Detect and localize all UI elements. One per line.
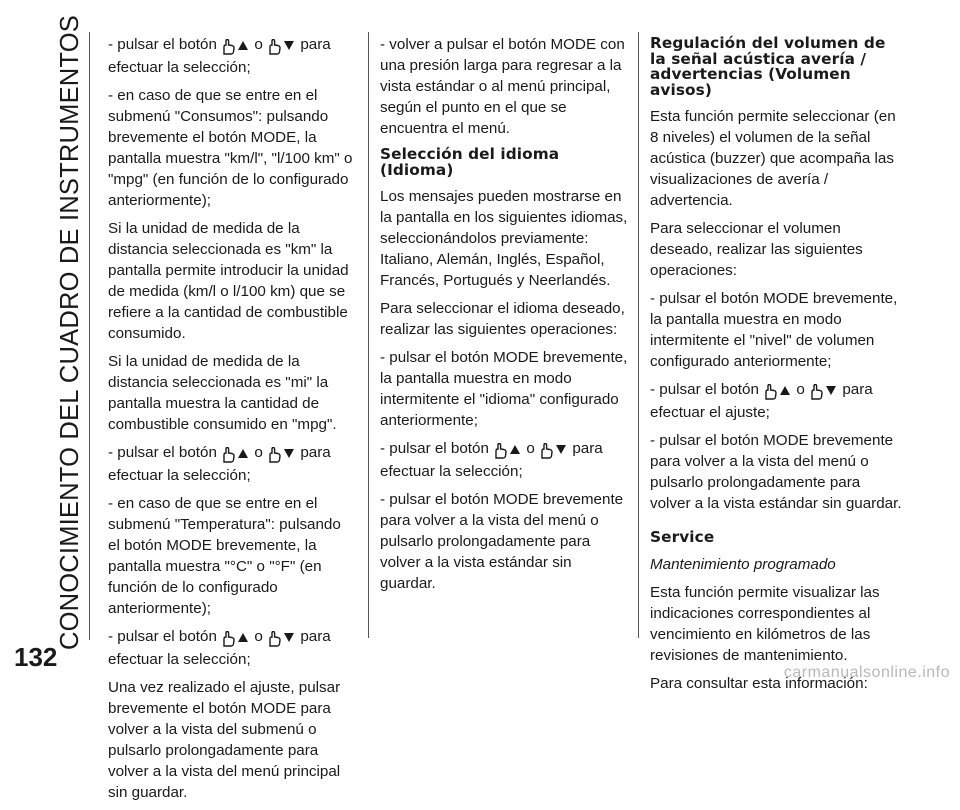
- triangle-down-icon: [284, 41, 294, 50]
- paragraph: - pulsar el botón MODE brevemente para volver a la vista del menú o pulsarlo prolongadamente para volver a la vista estándar sin guardar.: [380, 491, 624, 592]
- subheading: Mantenimiento programado: [650, 555, 836, 573]
- section-heading-volumen: Regulación del volumen de la señal acústica avería / advertencias (Volumen avisos): [650, 34, 886, 99]
- column-divider-2: [638, 32, 639, 638]
- triangle-up-icon: [238, 633, 248, 642]
- instruction-step: - pulsar el botón o para efectuar la selección;: [108, 444, 331, 484]
- margin-rule: [89, 32, 90, 640]
- hand-press-icon: [221, 447, 236, 463]
- hand-press-icon: [221, 631, 236, 647]
- paragraph: Los mensajes pueden mostrarse en la pantalla en los siguientes idiomas, seleccionándolos previamente: Italiano, Alemán, Inglés, Español, Francés, Portugués y Neerlandés.: [380, 188, 628, 289]
- paragraph: - en caso de que se entre en el submenú "Consumos": pulsando brevemente el botón MODE, la pantalla muestra "km/l", "l/100 km" o "mpg" (en función de lo configurado anteriormente);: [108, 87, 353, 209]
- column-1: [108, 34, 356, 810]
- paragraph: Para seleccionar el idioma deseado, realizar las siguientes operaciones:: [380, 300, 625, 338]
- section-heading-service: Service: [650, 528, 715, 546]
- hand-press-icon: [539, 443, 554, 459]
- paragraph: Para consultar esta información:: [650, 674, 868, 692]
- paragraph: - pulsar el botón MODE brevemente, la pantalla muestra en modo intermitente el "nivel" de volumen configurado anteriormente;: [650, 290, 898, 370]
- hand-press-icon: [763, 384, 778, 400]
- watermark: carmanualsonline.info: [783, 664, 950, 681]
- paragraph: Una vez realizado el ajuste, pulsar brevemente el botón MODE para volver a la vista del submenú o pulsarlo prolongadamente para volver a la vista del menú principal sin guardar.: [108, 679, 341, 801]
- hand-press-icon: [221, 39, 236, 55]
- triangle-down-icon: [556, 445, 566, 454]
- paragraph: - en caso de que se entre en el submenú "Temperatura": pulsando el botón MODE brevemente, la pantalla muestra "°C" o "°F" (en función de lo configurado anteriormente);: [108, 495, 341, 617]
- instruction-step: - pulsar el botón o para efectuar la selección;: [380, 440, 603, 480]
- paragraph: Si la unidad de medida de la distancia seleccionada es "mi" la pantalla muestra la cantidad de combustible consumido en "mpg".: [108, 353, 337, 433]
- paragraph: Esta función permite visualizar las indicaciones correspondientes al vencimiento en kilómetros de las revisiones de mantenimiento.: [650, 583, 880, 664]
- column-3: [650, 34, 902, 701]
- column-divider-1: [368, 32, 369, 638]
- paragraph: - volver a pulsar el botón MODE con una presión larga para regresar a la vista estándar o al menú principal, según el punto en el que se encuentra el menú.: [380, 36, 625, 137]
- hand-press-icon: [809, 384, 824, 400]
- paragraph: Para seleccionar el volumen deseado, realizar las siguientes operaciones:: [650, 220, 863, 279]
- hand-press-icon: [493, 443, 508, 459]
- column-2: [380, 34, 630, 601]
- page-number: 132: [14, 642, 58, 672]
- section-heading-idioma: Selección del idioma (Idioma): [380, 145, 560, 179]
- paragraph: - pulsar el botón MODE brevemente para volver a la vista del menú o pulsarlo prolongadamente para volver a la vista estándar sin guardar.: [650, 432, 902, 512]
- triangle-down-icon: [826, 386, 836, 395]
- hand-press-icon: [267, 39, 282, 55]
- triangle-up-icon: [238, 41, 248, 50]
- paragraph: Si la unidad de medida de la distancia seleccionada es "km" la pantalla permite introducir la unidad de medida (km/l o l/100 km) que se refiere a la cantidad de combustible consumido.: [108, 220, 349, 342]
- chapter-title: CONOCIMIENTO DEL CUADRO DE INSTRUMENTOS: [56, 15, 84, 650]
- triangle-down-icon: [284, 633, 294, 642]
- hand-press-icon: [267, 631, 282, 647]
- triangle-up-icon: [780, 386, 790, 395]
- instruction-step: - pulsar el botón o para efectuar la selección;: [108, 628, 331, 668]
- instruction-step: - pulsar el botón o para efectuar la selección;: [108, 36, 331, 76]
- hand-press-icon: [267, 447, 282, 463]
- paragraph: Esta función permite seleccionar (en 8 niveles) el volumen de la señal acústica (buzzer) que acompaña las visualizaciones de avería / advertencia.: [650, 108, 896, 209]
- paragraph: - pulsar el botón MODE brevemente, la pantalla muestra en modo intermitente el "idioma" configurado anteriormente;: [380, 349, 628, 429]
- button-icons: [221, 36, 250, 57]
- triangle-up-icon: [238, 449, 248, 458]
- triangle-up-icon: [510, 445, 520, 454]
- instruction-step: - pulsar el botón o para efectuar el ajuste;: [650, 381, 873, 421]
- triangle-down-icon: [284, 449, 294, 458]
